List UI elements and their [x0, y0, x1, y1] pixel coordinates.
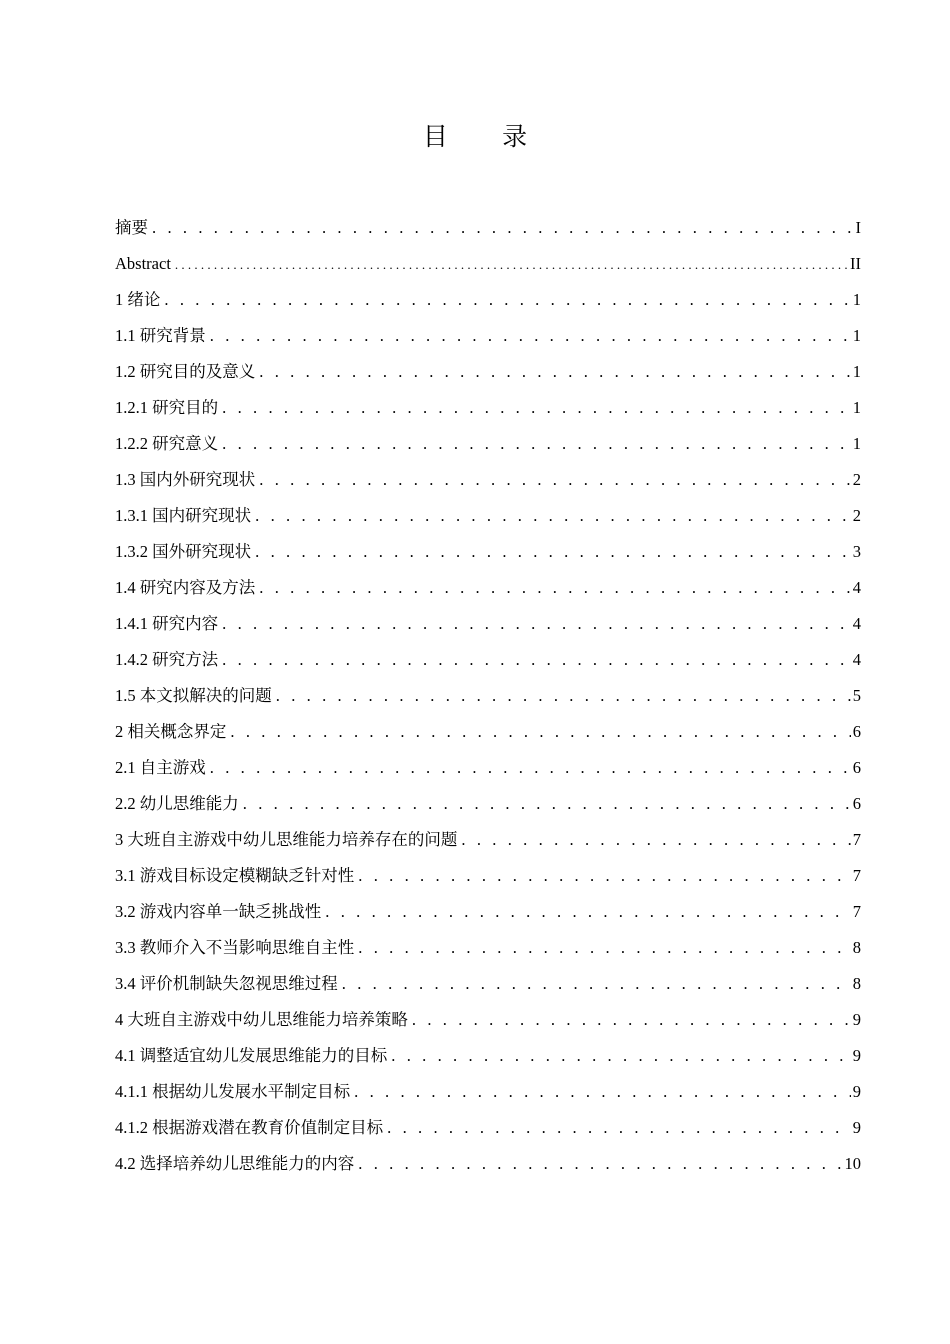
toc-leader-dots — [412, 1002, 851, 1038]
toc-entry-page: 1 — [852, 290, 861, 309]
toc-entry[interactable] — [115, 1038, 861, 1074]
toc-entry-label: 2 相关概念界定 — [115, 722, 227, 741]
toc-leader-dots — [222, 606, 851, 642]
toc-leader-dots — [222, 642, 851, 678]
toc-leader-dots — [342, 966, 851, 1002]
toc-entry-label: 3.3 教师介入不当影响思维自主性 — [115, 938, 355, 957]
toc-entry[interactable] — [115, 894, 861, 930]
toc-entry[interactable] — [115, 822, 861, 858]
toc-entry[interactable] — [115, 318, 861, 354]
toc-entry-page: 10 — [844, 1154, 861, 1173]
toc-entry-label: 1 绪论 — [115, 290, 161, 309]
toc-leader-dots — [255, 534, 851, 570]
toc-entry-page: 4 — [852, 650, 861, 669]
toc-leader-dots — [210, 750, 851, 786]
toc-entry-label: 1.1 研究背景 — [115, 326, 206, 345]
toc-leader-dots — [358, 930, 851, 966]
toc-leader-dots — [222, 390, 851, 426]
toc-entry-label: 1.5 本文拟解决的问题 — [115, 686, 272, 705]
toc-entry-label: 3.4 评价机制缺失忽视思维过程 — [115, 974, 338, 993]
toc-entry[interactable] — [115, 1074, 861, 1110]
toc-entry-label: 1.2.2 研究意义 — [115, 434, 219, 453]
toc-entry-page: 9 — [852, 1082, 861, 1101]
toc-leader-dots — [152, 210, 854, 246]
toc-entry-page: 8 — [852, 974, 861, 993]
toc-entry-label: 3.2 游戏内容单一缺乏挑战性 — [115, 902, 322, 921]
toc-leader-dots — [175, 247, 848, 283]
toc-entry[interactable] — [115, 246, 861, 282]
toc-entry[interactable] — [115, 1146, 861, 1182]
toc-entry-label: 1.4.2 研究方法 — [115, 650, 219, 669]
toc-entry-label: 摘要 — [115, 218, 148, 237]
toc-entry-page: 6 — [852, 722, 861, 741]
toc-entry[interactable] — [115, 1110, 861, 1146]
toc-entry-label: 3.1 游戏目标设定模糊缺乏针对性 — [115, 866, 355, 885]
toc-entry-page: 7 — [852, 902, 861, 921]
toc-leader-dots — [222, 426, 851, 462]
toc-leader-dots — [387, 1110, 851, 1146]
toc-entry[interactable] — [115, 282, 861, 318]
toc-entry-page: 9 — [852, 1046, 861, 1065]
toc-entry-page: 6 — [852, 758, 861, 777]
toc-entry[interactable] — [115, 606, 861, 642]
toc-entry-label: 4 大班自主游戏中幼儿思维能力培养策略 — [115, 1010, 408, 1029]
toc-leader-dots — [243, 786, 851, 822]
toc-leader-dots — [255, 498, 851, 534]
toc-leader-dots — [358, 858, 851, 894]
toc-leader-dots — [358, 1146, 842, 1182]
toc-entry-page: 9 — [852, 1118, 861, 1137]
toc-entry[interactable] — [115, 678, 861, 714]
toc-entry-label: 4.1.1 根据幼儿发展水平制定目标 — [115, 1082, 351, 1101]
toc-entry-label: 2.1 自主游戏 — [115, 758, 206, 777]
table-of-contents — [115, 210, 861, 1182]
toc-entry[interactable] — [115, 1002, 861, 1038]
toc-leader-dots — [461, 822, 850, 858]
toc-entry[interactable] — [115, 210, 861, 246]
toc-entry[interactable] — [115, 570, 861, 606]
toc-entry-label: 4.1.2 根据游戏潜在教育价值制定目标 — [115, 1118, 384, 1137]
toc-entry-page: 1 — [852, 434, 861, 453]
toc-entry[interactable] — [115, 966, 861, 1002]
toc-entry-label: Abstract — [115, 254, 171, 273]
toc-entry-page: I — [855, 218, 861, 237]
toc-entry-page: 1 — [852, 362, 861, 381]
toc-entry-label: 1.2.1 研究目的 — [115, 398, 219, 417]
toc-entry-page: 6 — [852, 794, 861, 813]
toc-entry[interactable] — [115, 390, 861, 426]
toc-entry[interactable] — [115, 426, 861, 462]
toc-leader-dots — [325, 894, 851, 930]
toc-entry-label: 3 大班自主游戏中幼儿思维能力培养存在的问题 — [115, 830, 458, 849]
toc-entry-page: II — [850, 254, 861, 273]
toc-leader-dots — [391, 1038, 851, 1074]
toc-leader-dots — [259, 570, 851, 606]
page-title: 目 录 — [422, 124, 552, 151]
toc-entry-page: 7 — [852, 830, 861, 849]
toc-entry-page: 4 — [852, 578, 861, 597]
toc-entry[interactable] — [115, 714, 861, 750]
toc-entry[interactable] — [115, 750, 861, 786]
toc-entry-label: 1.3.2 国外研究现状 — [115, 542, 252, 561]
toc-entry-label: 4.1 调整适宜幼儿发展思维能力的目标 — [115, 1046, 388, 1065]
toc-entry-page: 7 — [852, 866, 861, 885]
toc-entry[interactable] — [115, 462, 861, 498]
toc-entry-page: 4 — [852, 614, 861, 633]
toc-entry-page: 9 — [852, 1010, 861, 1029]
toc-entry[interactable] — [115, 930, 861, 966]
toc-leader-dots — [164, 282, 850, 318]
toc-entry[interactable] — [115, 534, 861, 570]
toc-leader-dots — [354, 1074, 851, 1110]
toc-entry-page: 8 — [852, 938, 861, 957]
toc-entry-label: 2.2 幼儿思维能力 — [115, 794, 239, 813]
toc-entry-page: 5 — [852, 686, 861, 705]
toc-entry-label: 1.4.1 研究内容 — [115, 614, 219, 633]
toc-entry[interactable] — [115, 498, 861, 534]
toc-entry[interactable] — [115, 786, 861, 822]
toc-entry-label: 1.3 国内外研究现状 — [115, 470, 256, 489]
toc-entry[interactable] — [115, 858, 861, 894]
toc-entry-page: 2 — [852, 470, 861, 489]
toc-entry-label: 1.4 研究内容及方法 — [115, 578, 256, 597]
toc-leader-dots — [210, 318, 851, 354]
toc-entry-page: 2 — [852, 506, 861, 525]
toc-leader-dots — [259, 354, 851, 390]
toc-entry[interactable] — [115, 354, 861, 390]
toc-leader-dots — [259, 462, 851, 498]
toc-entry-label: 4.2 选择培养幼儿思维能力的内容 — [115, 1154, 355, 1173]
toc-entry[interactable] — [115, 642, 861, 678]
toc-entry-label: 1.2 研究目的及意义 — [115, 362, 256, 381]
toc-entry-page: 1 — [852, 398, 861, 417]
toc-entry-page: 3 — [852, 542, 861, 561]
toc-entry-page: 1 — [852, 326, 861, 345]
toc-leader-dots — [276, 678, 851, 714]
toc-leader-dots — [230, 714, 850, 750]
toc-entry-label: 1.3.1 国内研究现状 — [115, 506, 252, 525]
